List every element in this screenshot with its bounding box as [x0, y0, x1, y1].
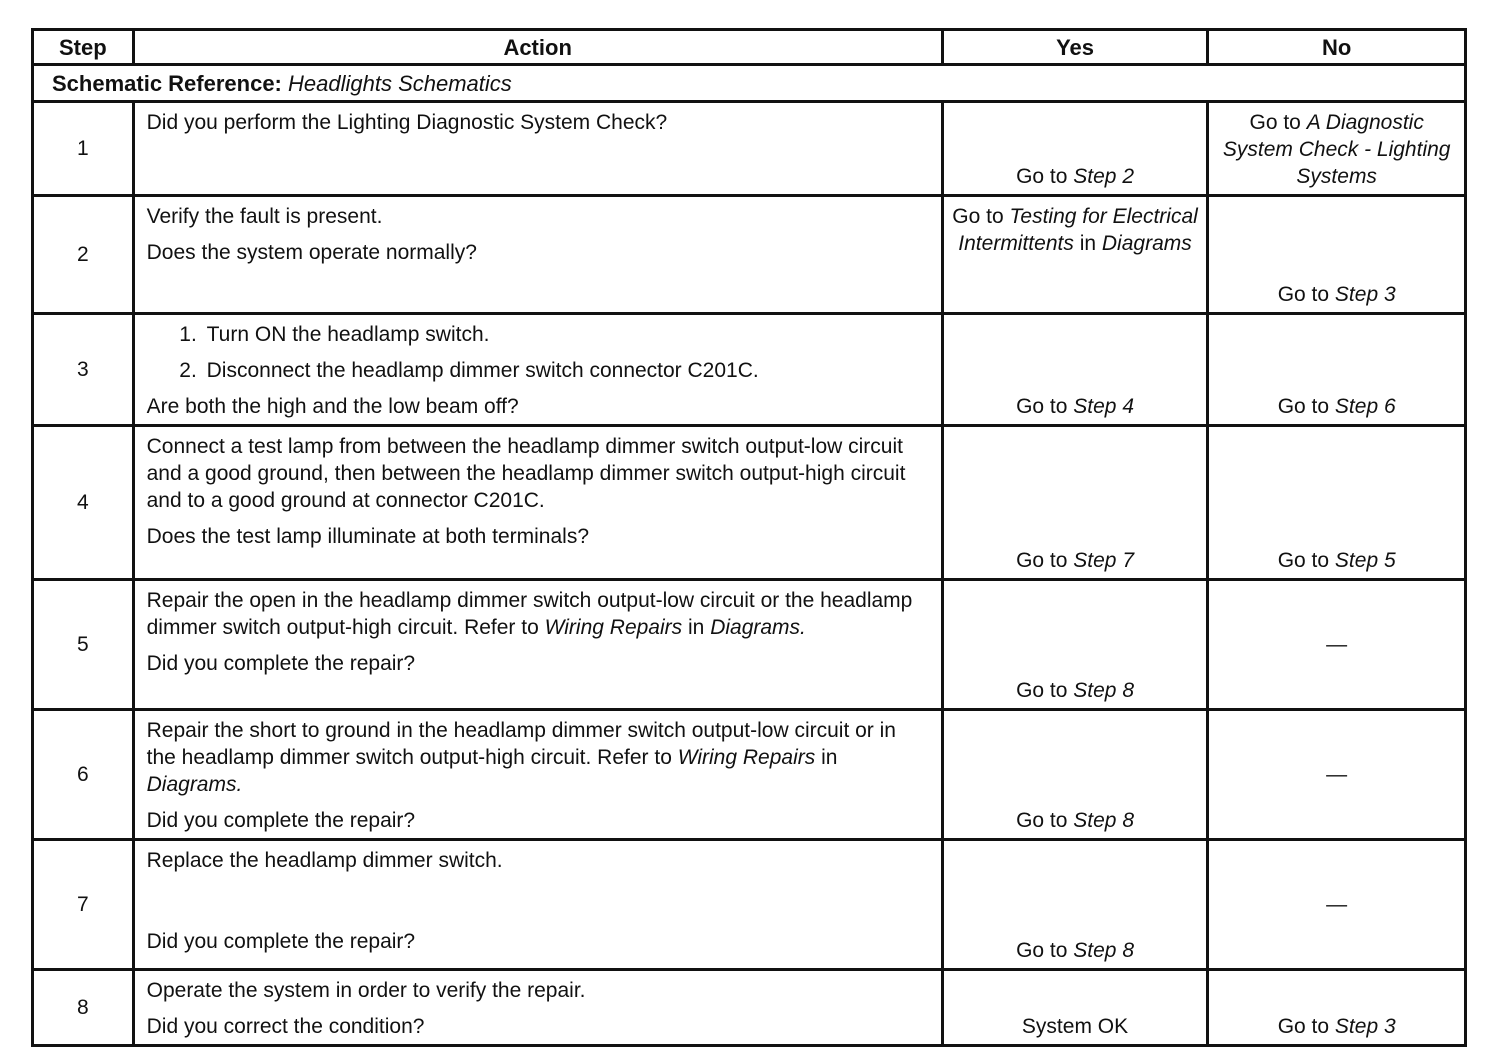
step-number: 7	[33, 840, 134, 970]
action-question: Are both the high and the low beam off?	[146, 395, 519, 418]
no-target: A Diagnostic System Check - Lighting Systems	[1222, 111, 1451, 188]
reference-doc: Diagrams.	[146, 773, 243, 796]
yes-cell	[942, 314, 1208, 426]
yes-cell	[942, 580, 1208, 710]
goto-label: Go to	[1016, 809, 1068, 832]
action-question: Does the test lamp illuminate at both terminals?	[146, 525, 590, 548]
diagnostic-table	[31, 28, 1467, 1047]
no-cell	[1208, 580, 1466, 710]
in-label: in	[1079, 232, 1097, 255]
reference-doc: Diagrams.	[710, 616, 806, 639]
yes-target: Testing for Electrical Intermittents	[958, 205, 1198, 255]
header-step: Step	[33, 30, 134, 65]
no-cell	[1208, 710, 1466, 840]
header-row	[33, 30, 1466, 65]
action-question: Did you correct the condition?	[146, 1015, 425, 1038]
action-cell	[133, 426, 942, 580]
no-cell	[1208, 314, 1466, 426]
table-row	[33, 840, 1466, 970]
yes-cell	[942, 710, 1208, 840]
yes-target: Step 4	[1073, 395, 1134, 418]
action-text: Replace the headlamp dimmer switch.	[146, 849, 503, 872]
refer-to-label: Refer to	[464, 616, 539, 639]
reference-target: Wiring Repairs	[544, 616, 683, 639]
goto-label: Go to	[1016, 395, 1068, 418]
action-cell	[133, 314, 942, 426]
yes-doc: Diagrams	[1101, 232, 1192, 255]
table-row	[33, 314, 1466, 426]
yes-result: System OK	[1021, 1015, 1129, 1038]
header-no: No	[1208, 30, 1466, 65]
yes-cell	[942, 840, 1208, 970]
step-number: 8	[33, 970, 134, 1046]
yes-target: Step 8	[1073, 809, 1134, 832]
no-cell	[1208, 196, 1466, 314]
yes-target: Step 7	[1073, 549, 1134, 572]
table-row	[33, 580, 1466, 710]
action-list	[147, 321, 929, 384]
action-cell	[133, 710, 942, 840]
no-cell	[1208, 426, 1466, 580]
schematic-reference-link: Headlights Schematics	[288, 70, 512, 96]
step-number: 4	[33, 426, 134, 580]
action-text: Did you perform the Lighting Diagnostic System Check?	[146, 111, 668, 134]
goto-label: Go to	[1277, 549, 1330, 572]
no-target: Step 6	[1334, 395, 1396, 418]
action-text: Connect a test lamp from between the headlamp dimmer switch output-low circuit and a good ground, then between the headlamp dimmer switch output-high circuit and to a good ground at connector C201C.	[146, 435, 906, 512]
action-question: Does the system operate normally?	[146, 241, 477, 264]
yes-target: Step 2	[1073, 165, 1134, 188]
header-action: Action	[133, 30, 942, 65]
action-text-body: Repair the open in the headlamp dimmer switch output-low circuit or the headlamp dimmer switch output-high circuit.	[146, 589, 913, 639]
goto-label: Go to	[1016, 549, 1068, 572]
table-row	[33, 710, 1466, 840]
goto-label: Go to	[1016, 679, 1068, 702]
in-label: in	[821, 746, 838, 769]
action-cell	[133, 102, 942, 196]
action-cell	[133, 196, 942, 314]
diagnostic-table-sheet	[31, 28, 1467, 1047]
table-row	[33, 196, 1466, 314]
yes-cell	[942, 196, 1208, 314]
yes-cell	[942, 970, 1208, 1046]
action-text: Verify the fault is present.	[146, 205, 383, 228]
action-list-item: 1. Turn ON the headlamp switch.	[203, 321, 929, 348]
no-cell	[1208, 970, 1466, 1046]
goto-label: Go to	[1016, 165, 1068, 188]
yes-cell	[942, 102, 1208, 196]
action-cell	[133, 970, 942, 1046]
yes-cell	[942, 426, 1208, 580]
no-dash: —	[1326, 893, 1348, 916]
table-row	[33, 102, 1466, 196]
table-row	[33, 970, 1466, 1046]
no-target: Step 3	[1334, 283, 1396, 306]
action-text	[147, 587, 929, 641]
no-cell	[1208, 102, 1466, 196]
schematic-reference-row	[33, 65, 1466, 102]
action-question: Did you complete the repair?	[146, 809, 416, 832]
schematic-reference	[33, 65, 1466, 102]
header-yes: Yes	[942, 30, 1208, 65]
action-text	[147, 717, 929, 798]
goto-label: Go to	[952, 205, 1004, 228]
action-text: Operate the system in order to verify the repair.	[146, 979, 586, 1002]
refer-to-label: Refer to	[597, 746, 672, 769]
goto-label: Go to	[1277, 1015, 1330, 1038]
goto-label: Go to	[1016, 939, 1068, 962]
reference-target: Wiring Repairs	[677, 746, 816, 769]
no-target: Step 3	[1334, 1015, 1396, 1038]
no-cell	[1208, 840, 1466, 970]
step-number: 2	[33, 196, 134, 314]
action-cell	[133, 840, 942, 970]
goto-label: Go to	[1249, 111, 1301, 134]
goto-label: Go to	[1277, 283, 1330, 306]
schematic-reference-label: Schematic Reference:	[52, 70, 282, 96]
no-dash: —	[1326, 763, 1348, 786]
action-question: Did you complete the repair?	[146, 652, 416, 675]
no-target: Step 5	[1334, 549, 1396, 572]
step-number: 1	[33, 102, 134, 196]
in-label: in	[687, 616, 705, 639]
action-cell	[133, 580, 942, 710]
step-number: 5	[33, 580, 134, 710]
step-number: 3	[33, 314, 134, 426]
step-number: 6	[33, 710, 134, 840]
action-text-body: Repair the short to ground in the headlamp dimmer switch output-low circuit or in the headlamp dimmer switch output-high circuit.	[146, 719, 896, 769]
action-list-item: 2. Disconnect the headlamp dimmer switch connector C201C.	[203, 357, 929, 384]
action-question: Did you complete the repair?	[146, 930, 416, 953]
no-dash: —	[1326, 633, 1348, 656]
yes-target: Step 8	[1073, 679, 1134, 702]
goto-label: Go to	[1277, 395, 1330, 418]
yes-target: Step 8	[1073, 939, 1134, 962]
table-row	[33, 426, 1466, 580]
